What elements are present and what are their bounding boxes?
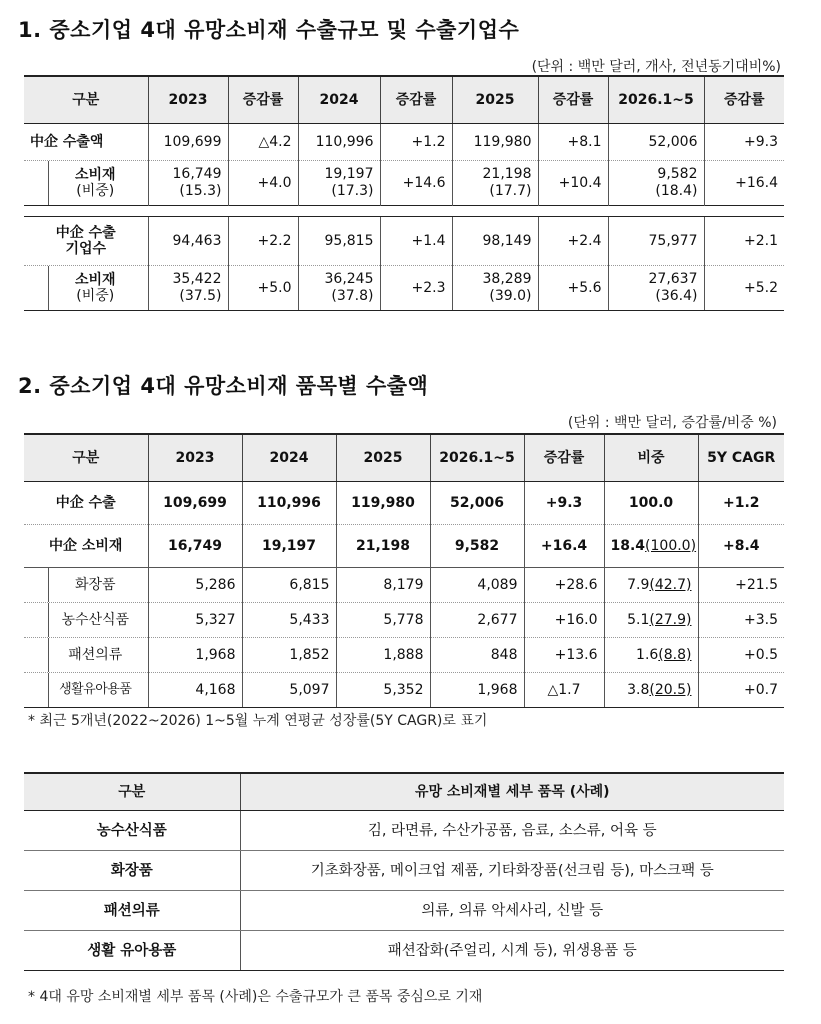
cell: 8,179 [336, 568, 430, 603]
cell: 5,433 [242, 603, 336, 638]
cell: 6,815 [242, 568, 336, 603]
table-header-row [24, 434, 784, 482]
table-row [24, 891, 784, 931]
row-label: 패션의류 [24, 891, 240, 931]
cell: 75,977 [608, 217, 704, 266]
cell: 119,980 [452, 124, 538, 161]
section3-note: * 4대 유망 소비재별 세부 품목 (사례)은 수출규모가 큰 품목 중심으로 기재 [28, 989, 483, 1005]
cell: 5,778 [336, 603, 430, 638]
cell: 36,245 (37.8) [298, 266, 380, 311]
row-label [24, 266, 148, 311]
export-scale-table [24, 75, 784, 311]
cell: 기초화장품, 메이크업 제품, 기타화장품(선크림 등), 마스크팩 등 [240, 851, 784, 891]
cell: +2.2 [228, 217, 298, 266]
cell: +16.4 [524, 525, 604, 568]
cell: 9,582 (18.4) [608, 161, 704, 206]
cell: 1,852 [242, 638, 336, 673]
row-label: 생활 유아용품 [24, 931, 240, 971]
col-header: 증감률 [228, 76, 298, 124]
table-row [24, 851, 784, 891]
cell: +2.3 [380, 266, 452, 311]
cell: 1,968 [430, 673, 524, 708]
table-header-row [24, 773, 784, 811]
cell: 5,327 [148, 603, 242, 638]
cell: +4.0 [228, 161, 298, 206]
cell: △1.7 [524, 673, 604, 708]
cell: 7.9(42.7) [604, 568, 698, 603]
cell: +8.1 [538, 124, 608, 161]
cell: +9.3 [524, 482, 604, 525]
row-label: 中企 소비재 [24, 525, 148, 568]
cell: 95,815 [298, 217, 380, 266]
cell: 109,699 [148, 124, 228, 161]
cell: 5.1(27.9) [604, 603, 698, 638]
cell: +14.6 [380, 161, 452, 206]
row-label-sub: (비중) [76, 288, 115, 304]
table-row [24, 482, 784, 525]
table-separator [24, 206, 784, 217]
col-header: 증감률 [524, 434, 604, 482]
cell: +13.6 [524, 638, 604, 673]
cell: +3.5 [698, 603, 784, 638]
col-header: 증감률 [538, 76, 608, 124]
cell: +2.4 [538, 217, 608, 266]
table-row [24, 568, 784, 603]
cell: 16,749 [148, 525, 242, 568]
cell: +21.5 [698, 568, 784, 603]
table-row [24, 217, 784, 266]
row-label-sub: (비중) [76, 183, 115, 199]
cell: 52,006 [430, 482, 524, 525]
table-row [24, 811, 784, 851]
col-header: 유망 소비재별 세부 품목 (사례) [240, 773, 784, 811]
cell: △4.2 [228, 124, 298, 161]
section1-unit: (단위 : 백만 달러, 개사, 전년동기대비%) [531, 59, 781, 75]
cell: +5.6 [538, 266, 608, 311]
col-header: 2025 [336, 434, 430, 482]
table-row [24, 638, 784, 673]
col-header: 증감률 [380, 76, 452, 124]
cell: 1,968 [148, 638, 242, 673]
col-header: 2024 [298, 76, 380, 124]
cell: 5,352 [336, 673, 430, 708]
cell: +1.4 [380, 217, 452, 266]
col-header: 2025 [452, 76, 538, 124]
cell: +0.5 [698, 638, 784, 673]
cell: 21,198 (17.7) [452, 161, 538, 206]
cell: +9.3 [704, 124, 784, 161]
row-label-main: 소비재 [74, 167, 116, 183]
cell: 100.0 [604, 482, 698, 525]
cell: 16,749 (15.3) [148, 161, 228, 206]
row-label: 中企 수출 [24, 482, 148, 525]
section2-unit: (단위 : 백만 달러, 증감률/비중 %) [567, 415, 777, 431]
cell: 2,677 [430, 603, 524, 638]
cell: 35,422 (37.5) [148, 266, 228, 311]
section1-title: 1. 중소기업 4대 유망소비재 수출규모 및 수출기업수 [18, 18, 520, 42]
table-row [24, 931, 784, 971]
cell: +16.0 [524, 603, 604, 638]
row-label: 화장품 [24, 851, 240, 891]
cell: 4,089 [430, 568, 524, 603]
item-export-table [24, 433, 784, 708]
section2-note: * 최근 5개년(2022~2026) 1~5월 누계 연평균 성장률(5Y CAGR)로 표기 [28, 713, 488, 729]
cell: +5.0 [228, 266, 298, 311]
cell: +16.4 [704, 161, 784, 206]
col-header: 구분 [24, 434, 148, 482]
item-detail-table [24, 772, 784, 971]
col-header: 증감률 [704, 76, 784, 124]
cell: 21,198 [336, 525, 430, 568]
cell: 4,168 [148, 673, 242, 708]
table-row [24, 603, 784, 638]
col-header: 구분 [24, 76, 148, 124]
cell: +10.4 [538, 161, 608, 206]
cell: +8.4 [698, 525, 784, 568]
cell: 27,637 (36.4) [608, 266, 704, 311]
cell: +28.6 [524, 568, 604, 603]
cell: 110,996 [242, 482, 336, 525]
row-label: 농수산식품 [24, 603, 148, 638]
row-label: 中企 수출액 [24, 124, 148, 161]
table-header-row [24, 76, 784, 124]
row-label: 中企 수출 기업수 [24, 217, 148, 266]
cell: 110,996 [298, 124, 380, 161]
cell: 19,197 (17.3) [298, 161, 380, 206]
row-label [24, 161, 148, 206]
cell: 18.4(100.0) [604, 525, 698, 568]
cell: 52,006 [608, 124, 704, 161]
col-header: 2024 [242, 434, 336, 482]
cell: 38,289 (39.0) [452, 266, 538, 311]
cell: 19,197 [242, 525, 336, 568]
row-label-main: 소비재 [74, 272, 116, 288]
cell: 5,286 [148, 568, 242, 603]
col-header: 2023 [148, 76, 228, 124]
row-label: 화장품 [24, 568, 148, 603]
cell: 848 [430, 638, 524, 673]
col-header: 2026.1~5 [430, 434, 524, 482]
cell: 119,980 [336, 482, 430, 525]
col-header: 5Y CAGR [698, 434, 784, 482]
table-row [24, 124, 784, 161]
table-row [24, 161, 784, 206]
cell: 3.8(20.5) [604, 673, 698, 708]
cell: 김, 라면류, 수산가공품, 음료, 소스류, 어육 등 [240, 811, 784, 851]
cell: 1,888 [336, 638, 430, 673]
cell: 94,463 [148, 217, 228, 266]
section2-title: 2. 중소기업 4대 유망소비재 품목별 수출액 [18, 374, 429, 398]
cell: +1.2 [380, 124, 452, 161]
col-header: 구분 [24, 773, 240, 811]
table-row [24, 525, 784, 568]
cell: 의류, 의류 악세사리, 신발 등 [240, 891, 784, 931]
cell: 98,149 [452, 217, 538, 266]
row-label: 농수산식품 [24, 811, 240, 851]
cell: 9,582 [430, 525, 524, 568]
cell: +5.2 [704, 266, 784, 311]
cell: +2.1 [704, 217, 784, 266]
row-label: 생활유아용품 [24, 673, 148, 708]
cell: +0.7 [698, 673, 784, 708]
table-row [24, 673, 784, 708]
col-header: 2026.1~5 [608, 76, 704, 124]
cell: 패션잡화(주얼리, 시계 등), 위생용품 등 [240, 931, 784, 971]
col-header: 비중 [604, 434, 698, 482]
table-row [24, 266, 784, 311]
cell: 1.6(8.8) [604, 638, 698, 673]
cell: +1.2 [698, 482, 784, 525]
cell: 5,097 [242, 673, 336, 708]
col-header: 2023 [148, 434, 242, 482]
cell: 109,699 [148, 482, 242, 525]
row-label: 패션의류 [24, 638, 148, 673]
